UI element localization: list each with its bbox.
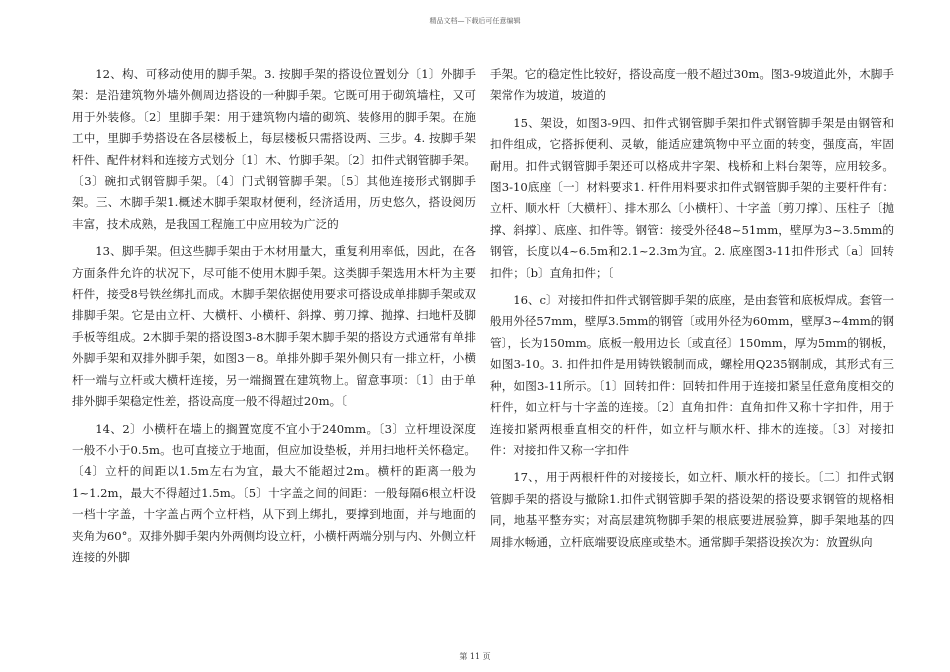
paragraph-15: 15、架设，如图3-9四、扣件式钢管脚手架扣件式钢管脚手架是由钢管和扣件组成，它搭拆便利、灵敏，能适应建筑物中平立面的转变，强度高，牢固耐用。扣件式钢管脚手架还可以格成井字架、栈桥和上料台架等，应用较多。图3-10底座〔一〕材料要求1. 杆件用料要求扣件式钢管脚手架的主要杆件有：立杆、顺水杆〔大横杆〕、排木那么〔小横杆〕、十字盖〔剪刀撑〕、压柱子〔抛撑、斜撑〕、底座、扣件等。钢管：接受外径48~51mm，壁厚为3~3.5mm的钢管，长度以4~6.5m和2.1~2.3m为宜。2. 底座图3-11扣件形式〔a〕回转扣件；〔b〕直角扣件；〔	[490, 115, 894, 280]
paragraph-14: 14、2〕小横杆在墙上的搁置宽度不宜小于240mm。〔3〕立杆埋设深度一般不小于0.5m。也可直接立于地面，但应加设垫板，并用扫地杆关怀稳定。〔4〕立杆的间距以1.5m左右为宜，最大不能超过2m。横杆的距离一般为1~1.2m，最大不得超过1.5m。〔5〕十字盖之间的间距：一般每隔6根立杆设一档十字盖，十字盖占两个立杆档，从下到上绑扎，要撑到地面，并与地面的夹角为60°。双排外脚手架内外两侧均设立杆，小横杆两端分别与内、外侧立杆连接的外脚	[72, 421, 476, 564]
paragraph-17: 17、，用于两根杆件的对接接长，如立杆、顺水杆的接长。〔二〕扣件式钢管脚手架的搭设与撤除1.扣件式钢管脚手架的搭设架的搭设要求钢管的规格相同，地基平整夯实；对高层建筑物脚手架的根底要进展验算，脚手架地基的四周排水畅通，立杆底端要设底座或垫木。通常脚手架搭设挨次为：放置纵向	[490, 470, 894, 549]
page-number: 第 11 页	[459, 652, 491, 661]
paragraph-16: 16、c〕对接扣件扣件式钢管脚手架的底座，是由套管和底板焊成。套管一般用外径57mm，壁厚3.5mm的钢管〔或用外径为60mm，壁厚3~4mm的钢管〕，长为150mm。底板一般用边长〔或直径〕150mm，厚为5mm的钢板，如图3-10。3. 扣件扣件是用铸铁锻制而成，螺栓用Q235钢制成，其形式有三种，如图3-11所示。〔1〕回转扣件：回转扣件用于连接扣紧呈任意角度相交的杆件，如立杆与十字盖的连接。〔2〕直角扣件：直角扣件又称十字扣件，用于连接扣紧两根垂直相交的杆件，如立杆与顺水杆、排木的连接。〔3〕对接扣件：对接扣件又称一字扣件	[490, 293, 894, 457]
paragraph-13: 13、脚手架。但这些脚手架由于木材用量大，重复利用率低，因此，在各方面条件允许的状况下，尽可能不使用木脚手架。这类脚手架选用木杆为主要杆件，接受8号铁丝绑扎而成。木脚手架依据使用要求可搭设成单排脚手架或双排脚手架。它是由立杆、大横杆、小横杆、斜撑、剪刀撑、抛撑、扫地杆及脚手板等组成。2木脚手架的搭设图3-8木脚手架木脚手架的搭设方式通常有单排外脚手架和双排外脚手架，如图3－8。单排外脚手架外侧只有一排立杆，小横杆一端与立杆或大横杆连接，另一端搁置在建筑物上。留意事项：〔1〕由于单排外脚手架稳定性差，搭设高度一般不得超过20m。〔	[72, 244, 476, 409]
page-header: 精品文档—下载后可任意编辑	[429, 17, 521, 25]
right-column	[490, 64, 894, 553]
paragraph-12: 12、构、可移动使用的脚手架。3. 按脚手架的搭设位置划分〔1〕外脚手架：是沿建筑物外墙外侧周边搭设的一种脚手架。它既可用于砌筑墙柱，又可用于外装修。〔2〕里脚手架：用于建筑物内墙的砌筑、装修用的脚手架。在施工中，里脚手势搭设在各层楼板上，每层楼板只需搭设两、三步。4. 按脚手架杆件、配件材料和连接方式划分〔1〕木、竹脚手架。〔2〕扣件式钢管脚手架。〔3〕碗扣式钢管脚手架。〔4〕门式钢管脚手架。〔5〕其他连接形式钢脚手架。三、木脚手架1.概述木脚手架取材便利，经济适用，历史悠久，搭设阅历丰富，技术成熟，是我国工程施工中应用较为广泛的	[72, 67, 476, 231]
paragraph-14-continued: 手架。它的稳定性比较好，搭设高度一般不超过30m。图3-9坡道此外，木脚手架常作为坡道，坡道的	[490, 67, 894, 103]
left-column	[72, 64, 476, 568]
